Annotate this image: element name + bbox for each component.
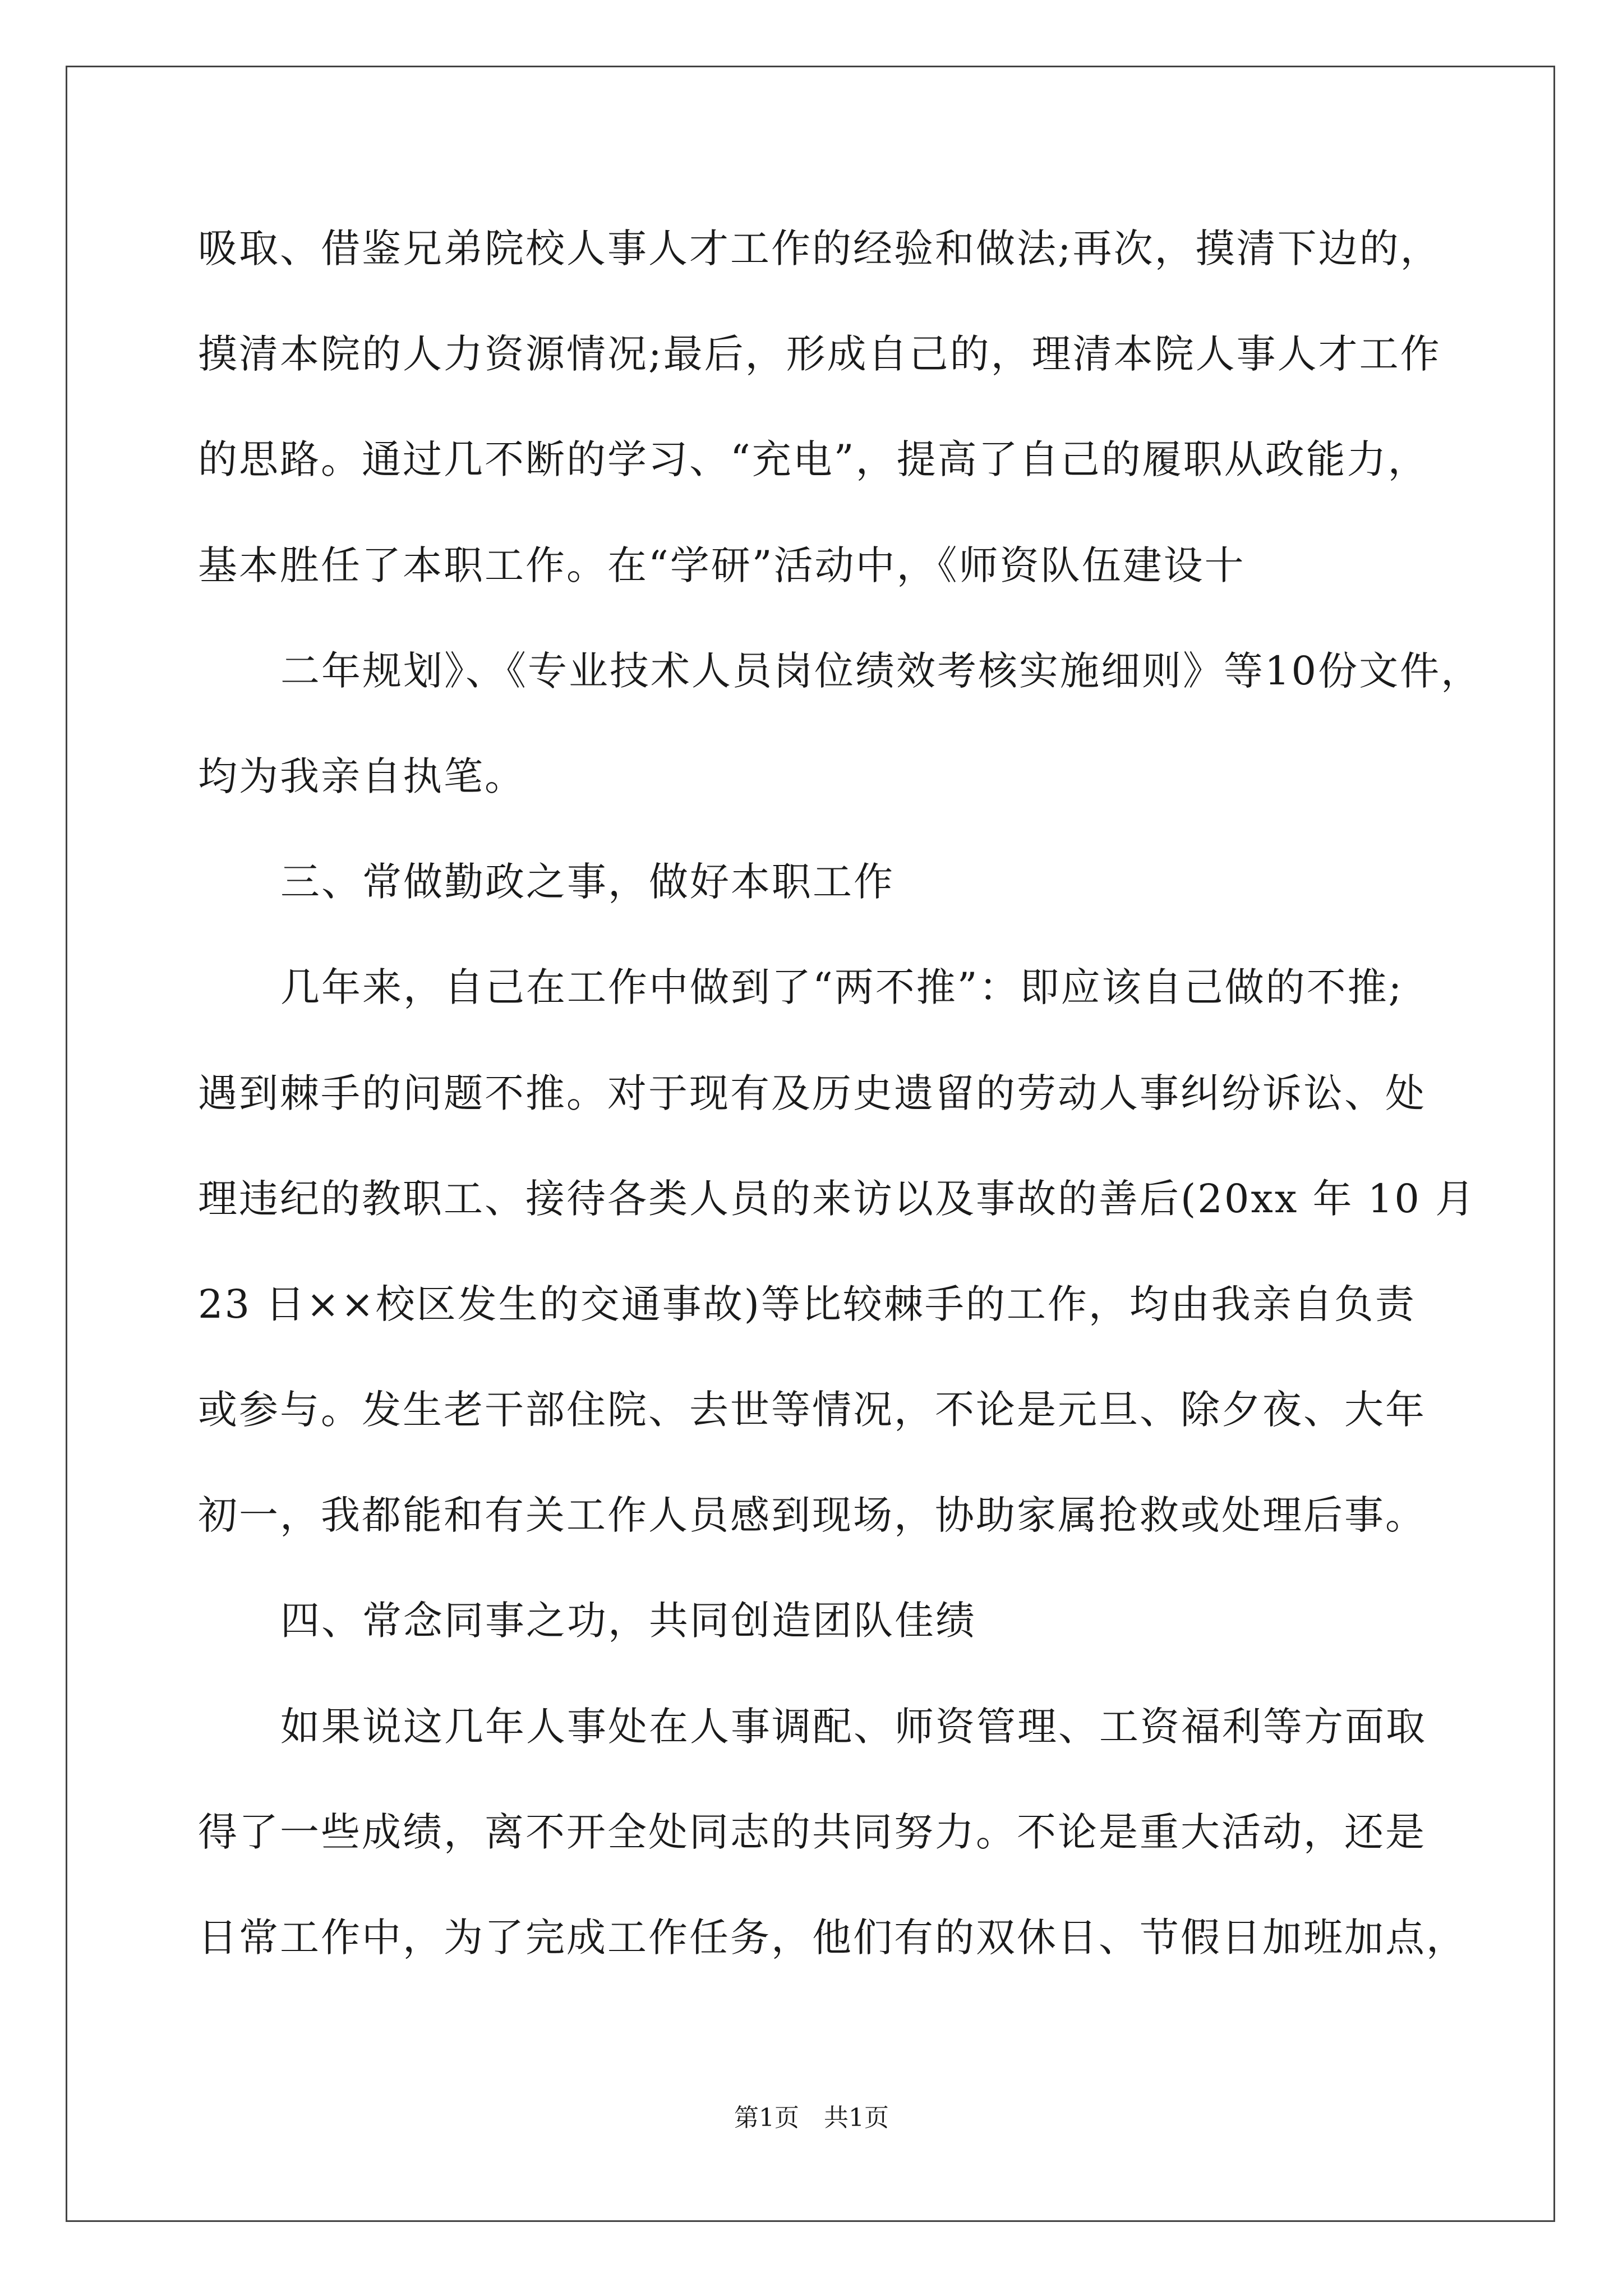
text-line: 23 日××校区发生的交通事故)等比较棘手的工作，均由我亲自负责 — [198, 1281, 1416, 1327]
page-number-current: 第1页 — [734, 2104, 799, 2132]
page-footer — [0, 2102, 1623, 2134]
text-line: 摸清本院的人力资源情况;最后，形成自己的，理清本院人事人才工作 — [198, 331, 1441, 378]
page-number-total: 共1页 — [824, 2104, 889, 2132]
text-line: 如果说这几年人事处在人事调配、师资管理、工资福利等方面取 — [280, 1703, 1427, 1750]
text-line: 基本胜任了本职工作。在“学研”活动中，《师资队伍建设十 — [198, 542, 1246, 588]
text-line: 初一，我都能和有关工作人员感到现场，协助家属抢救或处理后事。 — [198, 1492, 1426, 1539]
section-heading: 四、常念同事之功，共同创造团队佳绩 — [280, 1598, 976, 1644]
text-line: 得了一些成绩，离不开全处同志的共同努力。不论是重大活动，还是 — [198, 1809, 1426, 1855]
section-heading: 三、常做勤政之事，做好本职工作 — [280, 859, 895, 905]
text-line: 遇到棘手的问题不推。对于现有及历史遗留的劳动人事纠纷诉讼、处 — [198, 1070, 1426, 1116]
text-line: 的思路。通过几不断的学习、“充电”，提高了自己的履职从政能力， — [198, 436, 1429, 483]
text-line: 吸取、借鉴兄弟院校人事人才工作的经验和做法;再次，摸清下边的， — [198, 226, 1441, 272]
document-body — [198, 196, 1488, 1990]
text-line: 二年规划》、《专业技术人员岗位绩效考核实施细则》等10份文件， — [280, 647, 1482, 694]
text-line: 几年来，自己在工作中做到了“两不推”：即应该自己做的不推; — [280, 964, 1404, 1011]
text-line: 理违纪的教职工、接待各类人员的来访以及事故的善后(20xx 年 10 月 — [198, 1175, 1477, 1222]
text-line: 均为我亲自执笔。 — [198, 753, 525, 799]
text-line: 日常工作中，为了完成工作任务，他们有的双休日、节假日加班加点， — [198, 1915, 1467, 1961]
text-line: 或参与。发生老干部住院、去世等情况，不论是元旦、除夕夜、大年 — [198, 1387, 1426, 1433]
